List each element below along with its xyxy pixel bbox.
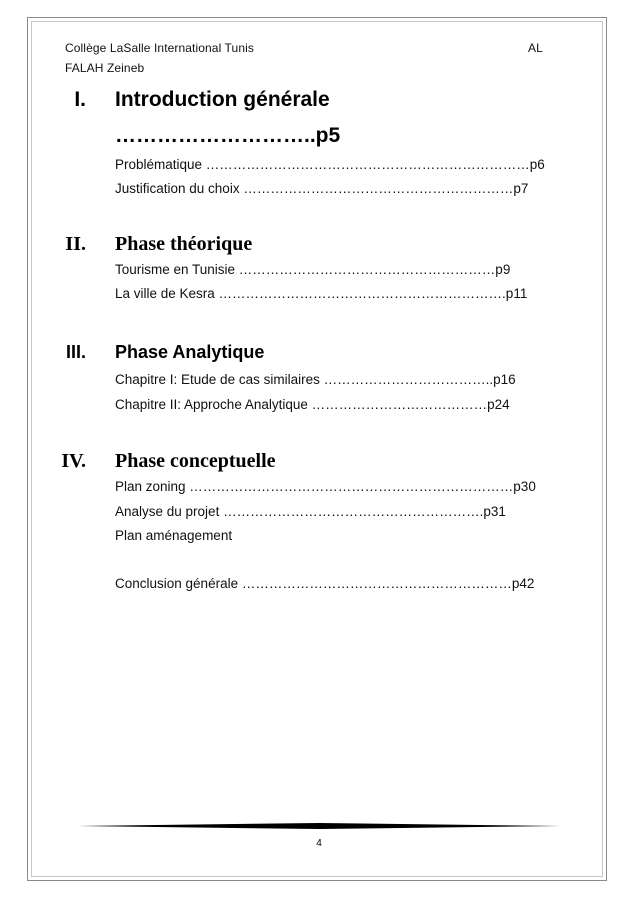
- toc-item: Plan aménagement: [115, 528, 233, 543]
- section-title: Phase conceptuelle: [115, 450, 276, 472]
- toc-item: Chapitre I: Etude de cas similaires ………………………………..p16: [115, 372, 516, 387]
- toc-item: La ville de Kesra ……………………………………………………….p11: [115, 286, 528, 301]
- section-numeral: I.: [74, 88, 86, 111]
- header-school: Collège LaSalle International Tunis: [65, 41, 254, 55]
- toc-item: Justification du choix ……………………………………………………p7: [115, 181, 529, 196]
- page-border-inner: [31, 21, 603, 877]
- toc-item: Analyse du projet ………………………………………………….p31: [115, 504, 506, 519]
- section-title: Phase théorique: [115, 233, 253, 255]
- footer-rule: [77, 823, 561, 829]
- header-author-line2: FALAH Zeineb: [65, 61, 145, 75]
- header-author-right: AL: [528, 41, 543, 55]
- section-title-continuation: ………………………..p5: [115, 124, 341, 147]
- page-number: 4: [316, 838, 322, 849]
- section-numeral: III.: [65, 342, 86, 362]
- section-numeral: IV.: [61, 450, 86, 472]
- toc-item: Plan zoning ………………………………………………………………p30: [115, 479, 536, 494]
- toc-item: Tourisme en Tunisie …………………………………………………p9: [115, 262, 511, 277]
- section-title: Introduction générale: [115, 88, 330, 111]
- toc-conclusion: Conclusion générale ……………………………………………………p42: [115, 576, 535, 591]
- toc-item: Problématique ………………………………………………………………p6: [115, 157, 545, 172]
- section-numeral: II.: [65, 233, 86, 255]
- toc-item: Chapitre II: Approche Analytique …………………………………p24: [115, 397, 510, 412]
- section-title: Phase Analytique: [115, 342, 265, 362]
